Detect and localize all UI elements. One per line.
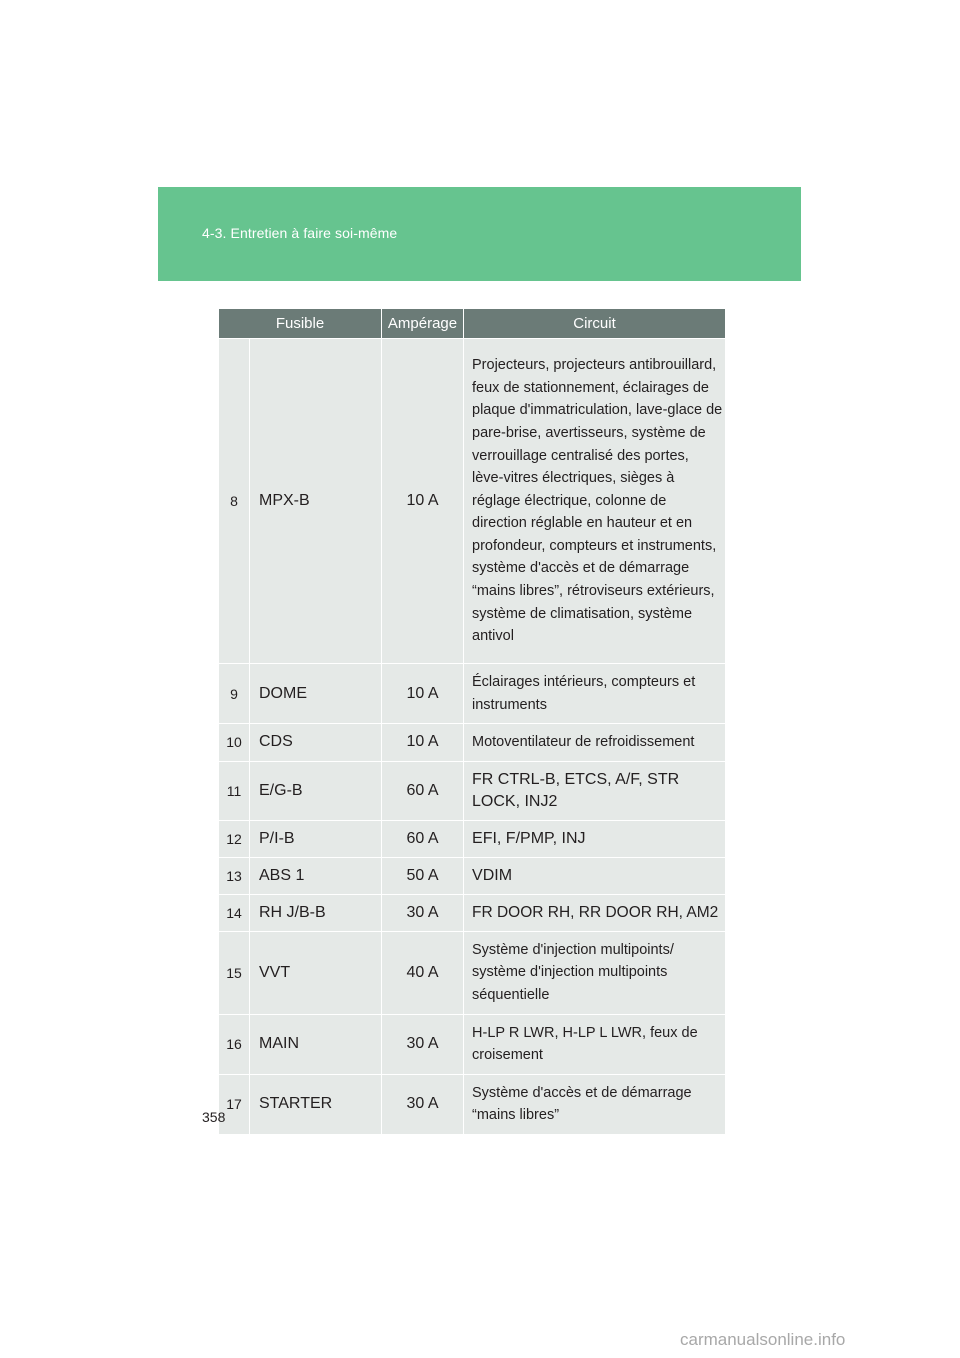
fuse-circuit: Système d'injection multipoints/ système d'injection multipoints séquentielle (464, 931, 726, 1014)
fuse-circuit: Éclairages intérieurs, compteurs et instruments (464, 664, 726, 724)
fuse-name: STARTER (250, 1074, 382, 1134)
fuse-name: ABS 1 (250, 857, 382, 894)
fuse-amperage: 10 A (382, 664, 464, 724)
table-row (219, 724, 726, 762)
fuse-circuit: Motoventilateur de refroidissement (464, 724, 726, 762)
table-row (219, 339, 726, 664)
fuse-number: 8 (219, 339, 250, 664)
fuse-name: VVT (250, 931, 382, 1014)
fuse-amperage: 30 A (382, 1074, 464, 1134)
fuse-amperage: 60 A (382, 820, 464, 857)
fuse-name: DOME (250, 664, 382, 724)
fuse-name: CDS (250, 724, 382, 762)
fuse-number: 12 (219, 820, 250, 857)
fuse-circuit: EFI, F/PMP, INJ (464, 820, 726, 857)
header-amperage: Ampérage (382, 309, 464, 339)
page-number: 358 (202, 1109, 226, 1125)
table-row (219, 894, 726, 931)
fuse-amperage: 10 A (382, 724, 464, 762)
fuse-amperage: 10 A (382, 339, 464, 664)
table-row (219, 761, 726, 820)
table-row (219, 931, 726, 1014)
fuse-name: MPX-B (250, 339, 382, 664)
fuse-name: P/I-B (250, 820, 382, 857)
fuse-amperage: 40 A (382, 931, 464, 1014)
fuse-circuit: Système d'accès et de démarrage “mains libres” (464, 1074, 726, 1134)
fuse-number: 9 (219, 664, 250, 724)
fuse-name: E/G-B (250, 761, 382, 820)
fuse-circuit: FR DOOR RH, RR DOOR RH, AM2 (464, 894, 726, 931)
header-circuit: Circuit (464, 309, 726, 339)
fuse-number: 16 (219, 1014, 250, 1074)
table-row (219, 857, 726, 894)
fuse-number: 17 (219, 1074, 250, 1134)
fuse-name: MAIN (250, 1014, 382, 1074)
fuse-name: RH J/B-B (250, 894, 382, 931)
fuse-amperage: 50 A (382, 857, 464, 894)
fuse-amperage: 60 A (382, 761, 464, 820)
fuse-amperage: 30 A (382, 1014, 464, 1074)
header-band (158, 187, 801, 281)
table-row (219, 820, 726, 857)
section-title: 4-3. Entretien à faire soi-même (202, 225, 398, 241)
fuse-amperage: 30 A (382, 894, 464, 931)
header-fuse: Fusible (219, 309, 382, 339)
table-row (219, 664, 726, 724)
fuse-circuit: Projecteurs, projecteurs antibrouillard, feux de stationnement, éclairages de plaque d'immatriculation, lave-glace de pare-brise, avertisseurs, système de verrouillage centralisé des portes, lève-vitres électriques, sièges à réglage électrique, colonne de direction réglable en hauteur et en profondeur, compteurs et instruments, système d'accès et de démarrage “mains libres”, rétroviseurs extérieurs, système de climatisation, système antivol (464, 339, 726, 664)
table-row (219, 1074, 726, 1134)
fuse-number: 11 (219, 761, 250, 820)
fuse-table (218, 309, 726, 1135)
table-row (219, 1014, 726, 1074)
fuse-number: 14 (219, 894, 250, 931)
fuse-number: 10 (219, 724, 250, 762)
fuse-number: 15 (219, 931, 250, 1014)
fuse-circuit: VDIM (464, 857, 726, 894)
fuse-circuit: FR CTRL-B, ETCS, A/F, STR LOCK, INJ2 (464, 761, 726, 820)
table-header-row (219, 309, 726, 339)
fuse-number: 13 (219, 857, 250, 894)
watermark: carmanualsonline.info (680, 1330, 846, 1349)
fuse-circuit: H-LP R LWR, H-LP L LWR, feux de croisement (464, 1014, 726, 1074)
